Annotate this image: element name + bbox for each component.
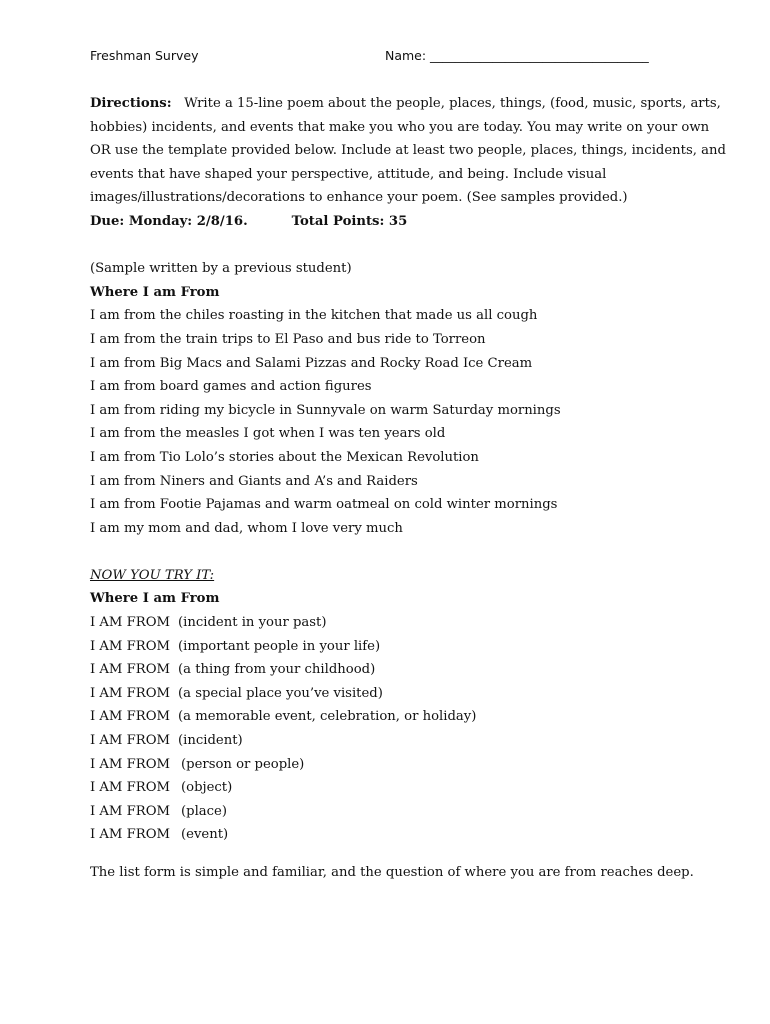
closing-remark: The list form is simple and familiar, and the question of where you are from reaches deep. <box>90 865 694 880</box>
template-line <box>90 729 690 753</box>
template-hint: (object) <box>181 780 233 796</box>
template-hint: (incident) <box>178 733 243 749</box>
template-label: I AM FROM <box>90 803 171 819</box>
template-hint: (place) <box>181 803 228 819</box>
sample-line: I am from Niners and Giants and A’s and Raiders <box>90 473 418 489</box>
template-hint: (a memorable event, celebration, or holiday) <box>178 709 477 725</box>
template-line <box>90 776 690 800</box>
template-label: I AM FROM <box>90 662 171 678</box>
template-line <box>90 823 690 847</box>
template-label: I AM FROM <box>90 827 171 843</box>
template-line <box>90 800 690 824</box>
directions-text: Write a 15-line poem about the people, places, things, (food, music, sports, arts, <box>184 96 721 111</box>
directions-line-2: hobbies) incidents, and events that make you who you are today. You may write on your own <box>90 119 710 135</box>
try-it-prompt: NOW YOU TRY IT: <box>90 567 215 583</box>
directions-line-3: OR use the template provided below. Include at least two people, places, things, incidents, and <box>90 143 726 159</box>
template-hint: (important people in your life) <box>178 638 381 654</box>
directions-heading: Directions: <box>90 96 172 111</box>
template-line <box>90 753 690 777</box>
template-hint: (a thing from your childhood) <box>178 662 376 678</box>
spacer <box>90 234 690 258</box>
template-line <box>90 658 690 682</box>
sample-line: I am from board games and action figures <box>90 379 372 395</box>
sample-line: I am from the chiles roasting in the kitchen that made us all cough <box>90 308 538 324</box>
sample-title: Where I am From <box>90 284 220 300</box>
template-label: I AM FROM <box>90 780 171 796</box>
template-label: I AM FROM <box>90 733 171 749</box>
directions-line-4: events that have shaped your perspective, attitude, and being. Include visual <box>90 166 607 182</box>
template-label: I AM FROM <box>90 615 171 631</box>
sample-note: (Sample written by a previous student) <box>90 261 352 277</box>
template-hint: (person or people) <box>181 756 305 772</box>
sample-line: I am from Tio Lolo’s stories about the Mexican Revolution <box>90 449 479 465</box>
spacer <box>90 540 690 564</box>
page-header <box>90 48 690 68</box>
due-date: Due: Monday: 2/8/16. <box>90 213 248 229</box>
template-line <box>90 705 690 729</box>
template-hint: (a special place you’ve visited) <box>178 685 383 701</box>
template-line <box>90 611 690 635</box>
try-it-prompt-row <box>90 564 690 588</box>
template-title: Where I am From <box>90 591 220 607</box>
directions-line-5: images/illustrations/decorations to enhance your poem. (See samples provided.) <box>90 190 628 206</box>
template-label: I AM FROM <box>90 709 171 725</box>
sample-line: I am from the measles I got when I was ten years old <box>90 426 446 442</box>
template-line <box>90 682 690 706</box>
due-line <box>90 210 690 234</box>
sample-line: I am from the train trips to El Paso and bus ride to Torreon <box>90 331 486 347</box>
worksheet-body <box>90 92 726 885</box>
directions-line-1 <box>90 92 721 116</box>
template-line <box>90 635 690 659</box>
total-points: Total Points: 35 <box>291 213 408 229</box>
survey-title: Freshman Survey <box>90 48 199 63</box>
template-label: I AM FROM <box>90 638 171 654</box>
sample-line: I am my mom and dad, whom I love very much <box>90 520 403 536</box>
template-hint: (incident in your past) <box>178 615 327 631</box>
template-label: I AM FROM <box>90 756 171 772</box>
template-hint: (event) <box>181 827 229 843</box>
sample-line: I am from riding my bicycle in Sunnyvale on warm Saturday mornings <box>90 402 561 418</box>
sample-line: I am from Big Macs and Salami Pizzas and Rocky Road Ice Cream <box>90 355 533 371</box>
template-label: I AM FROM <box>90 685 171 701</box>
sample-line: I am from Footie Pajamas and warm oatmeal on cold winter mornings <box>90 497 558 513</box>
name-field-label: Name: ___________________________________ <box>385 48 649 63</box>
